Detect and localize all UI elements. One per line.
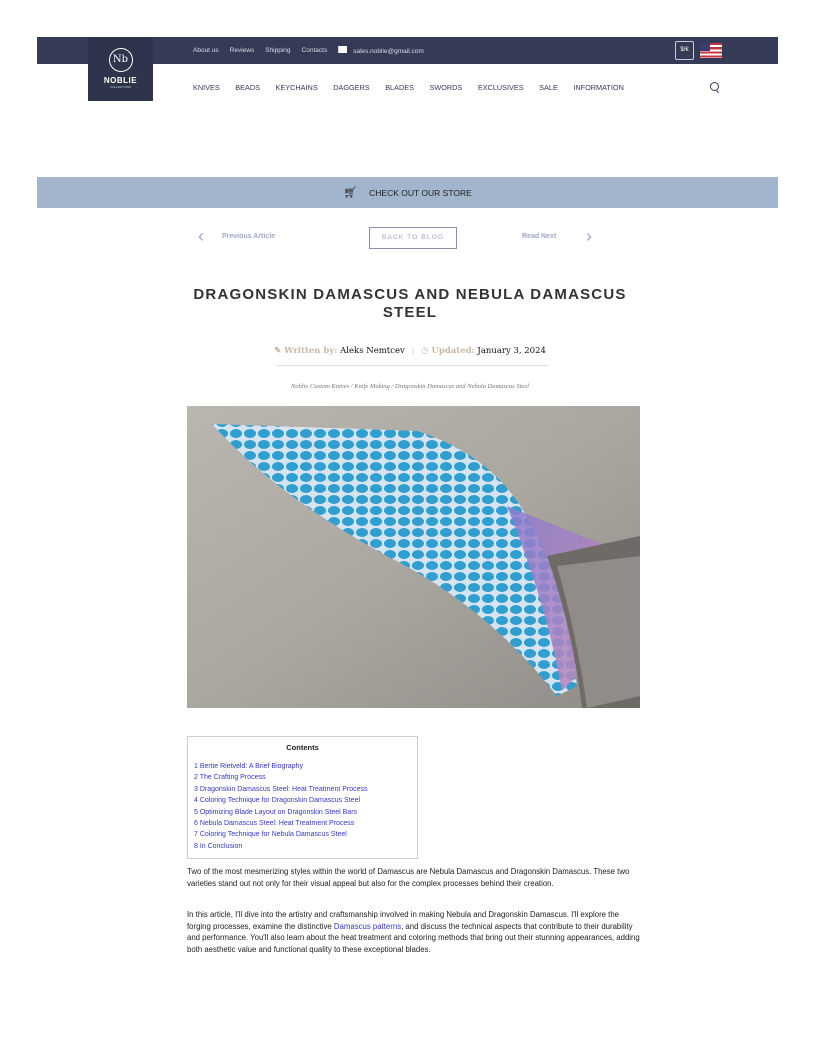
hero-image-knife — [187, 406, 640, 708]
toc-item[interactable]: 1 Bertie Rietveld: A Brief Biography — [194, 763, 303, 770]
cart-icon: 🛒︎ — [343, 187, 358, 199]
store-banner-text: CHECK OUT OUR STORE — [369, 187, 472, 198]
updated-label: Updated: — [431, 346, 475, 356]
chevron-left-icon[interactable]: ‹ — [198, 226, 204, 246]
written-label: Written by: — [284, 346, 338, 356]
email-link[interactable] — [338, 46, 424, 55]
store-banner[interactable] — [37, 177, 778, 208]
previous-article-link[interactable]: Previous Article — [222, 233, 276, 240]
nav-keychains[interactable]: KEYCHAINS — [275, 83, 318, 92]
divider — [277, 365, 549, 366]
currency-switch[interactable]: $/€ — [675, 41, 694, 60]
nav-beads[interactable]: BEADS — [235, 83, 261, 92]
logo-sub: COLLECTIONS — [109, 85, 132, 89]
table-of-contents — [187, 736, 418, 859]
toc-item[interactable]: 7 Coloring Technique for Nebula Damascus Steel — [194, 831, 347, 839]
read-next-link[interactable]: Read Next — [522, 233, 557, 240]
nav-knives[interactable]: KNIVES — [193, 83, 220, 92]
nav-swords[interactable]: SWORDS — [429, 83, 463, 92]
us-flag-icon[interactable] — [700, 43, 722, 58]
toc-title: Contents — [286, 743, 319, 752]
nav-blades[interactable]: BLADES — [385, 83, 414, 92]
nav-exclusives[interactable]: EXCLUSIVES — [477, 83, 524, 92]
toc-item[interactable]: 4 Coloring Technique for Dragonskin Damascus Steel — [194, 797, 361, 805]
damascus-patterns-link[interactable]: Damascus patterns — [333, 921, 402, 931]
search-icon[interactable] — [710, 82, 719, 91]
paragraph-text: In this article, I'll dive into the artistry and craftsmanship involved in making Nebula and Dragonskin Damascus. I'll explore the forging processes, examine the distinctive — [187, 910, 620, 931]
back-to-blog-button[interactable]: BACK TO BLOG — [369, 227, 457, 249]
author[interactable]: Aleks Nemtcev — [340, 346, 405, 356]
link-shipping[interactable]: Shipping — [265, 47, 291, 54]
top-links — [193, 46, 424, 55]
email-text: sales.noblie@gmail.com — [353, 48, 424, 55]
paragraph-text: , and discuss the technical aspects that contribute to their durability and performance. You'll also learn about the heat treatment and coloring methods that bring out their stunning appearances, adding both aesthetic value and functional quality to these exceptional blades. — [187, 921, 640, 954]
breadcrumb[interactable]: Noblie Custom Knives / Knife Making / Dragonskin Damascus and Nebula Damascus Steel — [291, 383, 529, 390]
main-nav — [193, 83, 624, 92]
link-about[interactable]: About us — [193, 47, 219, 54]
toc-item[interactable]: 6 Nebula Damascus Steel: Heat Treatment Process — [194, 820, 355, 828]
mail-icon — [338, 46, 347, 53]
article-meta: ✎ Written by: Aleks Nemtcev | ◷ Updated: January 3, 2024 — [274, 346, 546, 356]
toc-item[interactable]: 2 The Crafting Process — [194, 774, 266, 782]
toc-item[interactable]: 3 Dragonskin Damascus Steel: Heat Treatment Process — [194, 785, 368, 793]
page-title: DRAGONSKIN DAMASCUS AND NEBULA DAMASCUS STEEL — [193, 286, 627, 321]
nav-daggers[interactable]: DAGGERS — [333, 83, 370, 92]
nav-information[interactable]: INFORMATION — [573, 83, 624, 92]
logo-mark: Nb — [109, 48, 133, 72]
date: January 3, 2024 — [477, 346, 546, 356]
chevron-right-icon[interactable]: › — [586, 226, 592, 246]
logo[interactable] — [88, 37, 153, 101]
toc-item[interactable]: 8 In Conclusion — [194, 842, 243, 850]
link-reviews[interactable]: Reviews — [229, 47, 255, 54]
toc-item[interactable]: 5 Optimizing Blade Layout on Dragonskin Steel Bars — [194, 808, 358, 816]
paragraph-intro: Two of the most mesmerizing styles within the world of Damascus are Nebula Damascus and Dragonskin Damascus. These two varieties stand out not only for their visual appeal but also for the complex processes behind their creation. — [187, 867, 630, 888]
paragraph-article — [187, 909, 642, 955]
nav-sale[interactable]: SALE — [539, 83, 558, 92]
logo-text: NOBLIE — [103, 76, 138, 85]
link-contacts[interactable]: Contacts — [301, 47, 328, 54]
